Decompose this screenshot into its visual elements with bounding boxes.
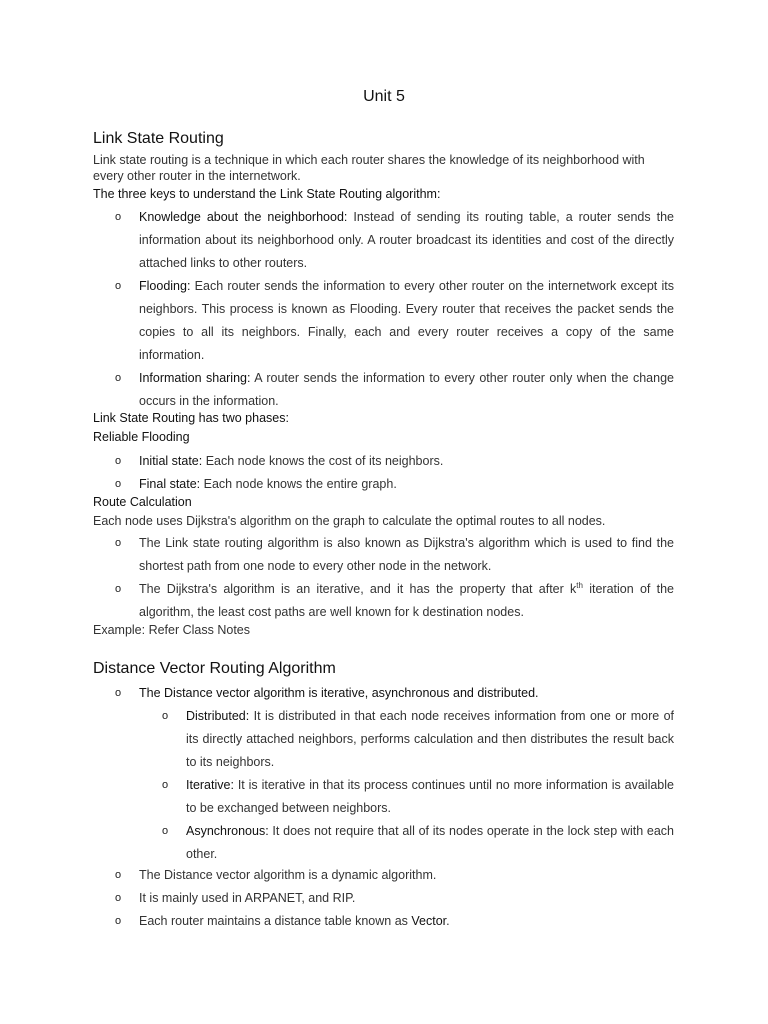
section-heading-distance-vector: Distance Vector Routing Algorithm bbox=[93, 660, 336, 677]
lsr-intro: Link state routing is a technique in which each router shares the knowledge of its neighborhood with every other router in the internetwork. bbox=[93, 153, 645, 183]
list-item: o Information sharing: A router sends the information to every other router only when the change occurs in the information. bbox=[93, 367, 674, 413]
list-item: o Distributed: It is distributed in that each node receives information from one or more of its directly attached neighbors, performs calculation and then distributes the result back to its neighbors. bbox=[93, 705, 674, 774]
example-note: Example: Refer Class Notes bbox=[93, 623, 251, 637]
list-item: o The Distance vector algorithm is a dynamic algorithm. bbox=[93, 864, 674, 887]
list-item: o Knowledge about the neighborhood: Instead of sending its routing table, a router sends the information about its neighborhood only. A router broadcast its identities and cost of the directly attached links to other routers. bbox=[93, 206, 674, 275]
subheading-reliable-flooding: Reliable Flooding bbox=[93, 430, 190, 444]
lsr-phases-lead: Link State Routing has two phases: bbox=[93, 411, 289, 425]
rf-list bbox=[93, 450, 674, 496]
list-item: o The Dijkstra's algorithm is an iterative, and it has the property that after $k^{th}$ iteration of the algorithm, the least cost paths are well known for k destination nodes. bbox=[93, 578, 674, 624]
rc-list bbox=[93, 532, 674, 624]
list-item: o Final state: Each node knows the entire graph. bbox=[93, 473, 674, 496]
list-item: o The Distance vector algorithm is iterative, asynchronous and distributed. bbox=[93, 682, 674, 705]
list-item: o It is mainly used in ARPANET, and RIP. bbox=[93, 887, 674, 910]
list-item: o Initial state: Each node knows the cost of its neighbors. bbox=[93, 450, 674, 473]
list-item: o The Link state routing algorithm is also known as Dijkstra's algorithm which is used to find the shortest path from one node to every other node in the network. bbox=[93, 532, 674, 578]
subheading-route-calculation: Route Calculation bbox=[93, 495, 192, 509]
list-item: o Flooding: Each router sends the information to every other router on the internetwork except its neighbors. This process is known as Flooding. Every router that receives the packet sends the copies to all its neighbors. Finally, each and every router receives a copy of the same information. bbox=[93, 275, 674, 367]
lsr-keys-list bbox=[93, 206, 674, 413]
rc-intro: Each node uses Dijkstra's algorithm on the graph to calculate the optimal routes to all nodes. bbox=[93, 514, 606, 528]
dvr-properties-list bbox=[93, 705, 674, 866]
dvr-more-list bbox=[93, 864, 674, 933]
list-item: o Asynchronous: It does not require that all of its nodes operate in the lock step with each other. bbox=[93, 820, 674, 866]
lsr-keys-lead: The three keys to understand the Link State Routing algorithm: bbox=[93, 187, 441, 201]
page-title: Unit 5 bbox=[363, 88, 405, 105]
section-heading-link-state: Link State Routing bbox=[93, 130, 224, 147]
list-item: o Iterative: It is iterative in that its process continues until no more information is available to be exchanged between neighbors. bbox=[93, 774, 674, 820]
list-item: o Each router maintains a distance table known as Vector. bbox=[93, 910, 674, 933]
dvr-lead-list bbox=[93, 682, 674, 705]
